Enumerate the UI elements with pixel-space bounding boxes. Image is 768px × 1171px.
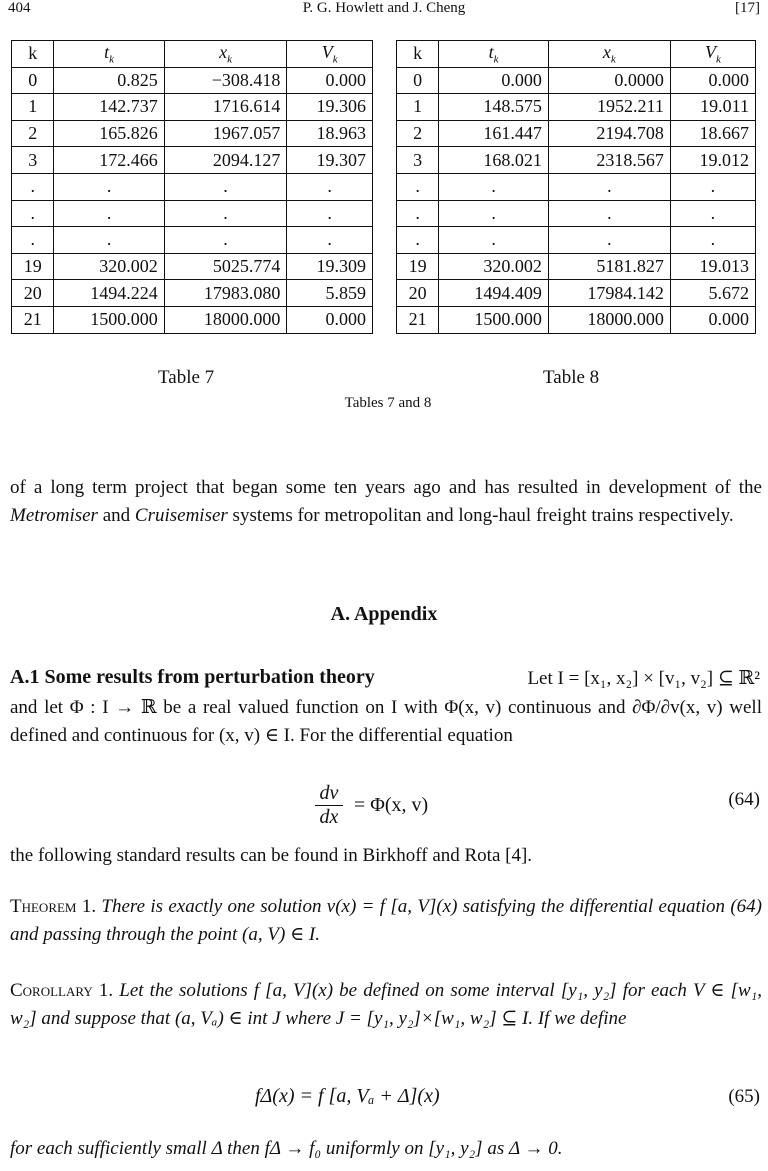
col-v: $V_k$	[670, 41, 755, 68]
section-lead-text: Let I = [x₁, x₂] × [v₁, v₂] ⊆ ℝ²	[527, 668, 760, 689]
table-cell: .	[287, 173, 373, 200]
table-7	[11, 40, 373, 334]
table-cell: .	[287, 227, 373, 254]
eq64-rhs: = Φ(x, v)	[354, 794, 429, 816]
table-cell: 5.859	[287, 280, 373, 307]
intro-text-b: and	[97, 504, 135, 526]
table-cell: 142.737	[54, 94, 164, 121]
running-header	[8, 0, 760, 22]
table-cell: 320.002	[54, 253, 164, 280]
table-cell: .	[439, 200, 549, 227]
table-cell: 17983.080	[164, 280, 287, 307]
intro-text-a: of a long term project that began some ten years ago and has resulted in development of the	[10, 477, 762, 498]
corollary-1-text: Let the solutions f [a, V](x) be defined on some interval [y₁, y₂] for each V ∈ [w₁, w₂] and suppose that (a, Vₐ) ∈ int J where J = [y₁, y₂]×[w₁, w₂] ⊆ I. If we define	[10, 980, 763, 1029]
table-cell: 19.309	[287, 253, 373, 280]
metromiser-term: Metromiser	[10, 504, 98, 526]
table-cell: .	[164, 173, 287, 200]
table-cell: .	[12, 200, 54, 227]
table-row	[397, 120, 756, 147]
table-cell: .	[12, 227, 54, 254]
table-cell: .	[164, 227, 287, 254]
table-cell: 19.011	[670, 94, 755, 121]
table-cell: .	[54, 200, 164, 227]
theorem-1-text: There is exactly one solution v(x) = f [a, V](x) satisfying the differential equation (64) and passing through the point (a, V) ∈ I.	[10, 896, 762, 945]
table-cell: 0.000	[439, 67, 549, 94]
table-cell: .	[164, 200, 287, 227]
table-cell: 168.021	[439, 147, 549, 174]
table-row	[12, 253, 373, 280]
table-cell: .	[397, 200, 439, 227]
table-cell: 1500.000	[439, 306, 549, 333]
table-7-caption: Table 7	[158, 367, 215, 388]
table-cell: 19.013	[670, 253, 755, 280]
table-cell: .	[54, 227, 164, 254]
table-cell: 19.307	[287, 147, 373, 174]
table-cell: 1967.057	[164, 120, 287, 147]
table-row	[397, 67, 756, 94]
col-k: k	[397, 41, 439, 68]
section-heading: A.1 Some results from perturbation theory	[10, 666, 375, 688]
table-cell: .	[12, 173, 54, 200]
table-cell: 2318.567	[548, 147, 670, 174]
table-row	[12, 173, 373, 200]
col-k: k	[12, 41, 54, 68]
table-cell: .	[670, 200, 755, 227]
table-cell: 148.575	[439, 94, 549, 121]
table-row	[12, 200, 373, 227]
eq64-numerator: dv	[319, 782, 339, 804]
table-cell: 19.306	[287, 94, 373, 121]
table-cell: 0.000	[287, 67, 373, 94]
corollary-1	[10, 977, 762, 1032]
table-cell: 1	[397, 94, 439, 121]
eq65-number: (65)	[728, 1086, 760, 1107]
table-cell: .	[439, 173, 549, 200]
table-cell: 18.667	[670, 120, 755, 147]
table-cell: 1716.614	[164, 94, 287, 121]
intro-paragraph	[10, 474, 762, 529]
table-cell: 3	[397, 147, 439, 174]
table-row	[12, 306, 373, 333]
table-cell: 0.825	[54, 67, 164, 94]
table-cell: 1494.224	[54, 280, 164, 307]
table-cell: .	[439, 227, 549, 254]
col-x: $x_k$	[548, 41, 670, 68]
table-cell: 0	[12, 67, 54, 94]
table-cell: 161.447	[439, 120, 549, 147]
table-cell: 3	[12, 147, 54, 174]
table-cell: 0.0000	[548, 67, 670, 94]
table-cell: 5025.774	[164, 253, 287, 280]
table-7-body	[12, 67, 373, 333]
section-body: and let Φ : I → ℝ be a real valued function on I with Φ(x, v) continuous and ∂Φ/∂v(x, v) well defined and continuous for (x, v) ∈ I. For the differential equation	[10, 697, 762, 746]
theorem-1-label: Theorem 1.	[10, 896, 97, 917]
table-cell: 18000.000	[548, 306, 670, 333]
table-cell: 1	[12, 94, 54, 121]
table-cell: 19.012	[670, 147, 755, 174]
table-cell: 21	[12, 306, 54, 333]
page-number: 404	[8, 0, 31, 16]
table-cell: 21	[397, 306, 439, 333]
table-cell: 18.963	[287, 120, 373, 147]
table-cell: 17984.142	[548, 280, 670, 307]
table-cell: 2	[12, 120, 54, 147]
intro-text-c: systems for metropolitan and long-haul freight trains respectively.	[227, 504, 734, 526]
table-cell: .	[670, 227, 755, 254]
col-t: $t_k$	[439, 41, 549, 68]
table-row	[12, 227, 373, 254]
table-cell: 1500.000	[54, 306, 164, 333]
table-8-body	[397, 67, 756, 333]
table-row	[12, 67, 373, 94]
after-eq64-text: the following standard results can be found in Birkhoff and Rota [4].	[10, 845, 533, 866]
table-row	[397, 173, 756, 200]
table-row	[397, 227, 756, 254]
table-cell: .	[54, 173, 164, 200]
equation-64	[315, 782, 428, 829]
col-v: $V_k$	[287, 41, 373, 68]
eq64-number: (64)	[728, 789, 760, 810]
table-row	[397, 200, 756, 227]
table-cell: 1952.211	[548, 94, 670, 121]
table-cell: 20	[397, 280, 439, 307]
table-cell: 20	[12, 280, 54, 307]
table-cell: 0	[397, 67, 439, 94]
corollary-1-label: Corollary 1.	[10, 980, 114, 1001]
table-row	[397, 306, 756, 333]
table-row	[397, 147, 756, 174]
table-cell: 0.000	[670, 67, 755, 94]
table-header-row	[12, 41, 373, 68]
table-cell: 0.000	[670, 306, 755, 333]
table-8-caption: Table 8	[543, 367, 600, 388]
theorem-1	[10, 893, 762, 948]
table-cell: .	[548, 200, 670, 227]
cruisemiser-term: Cruisemiser	[134, 504, 228, 526]
table-cell: 5181.827	[548, 253, 670, 280]
table-row	[12, 120, 373, 147]
table-cell: 2094.127	[164, 147, 287, 174]
table-cell: −308.418	[164, 67, 287, 94]
table-cell: 2	[397, 120, 439, 147]
table-cell: .	[670, 173, 755, 200]
table-row	[12, 94, 373, 121]
col-t: $t_k$	[54, 41, 164, 68]
table-cell: 320.002	[439, 253, 549, 280]
table-row	[397, 280, 756, 307]
figure-caption: Tables 7 and 8	[344, 395, 432, 411]
col-x: $x_k$	[164, 41, 287, 68]
table-cell: 5.672	[670, 280, 755, 307]
table-row	[397, 253, 756, 280]
table-cell: 19	[397, 253, 439, 280]
table-8	[396, 40, 756, 334]
table-cell: 19	[12, 253, 54, 280]
eq64-denominator: dx	[319, 806, 339, 828]
table-cell: 1494.409	[439, 280, 549, 307]
table-row	[12, 280, 373, 307]
table-cell: .	[548, 173, 670, 200]
table-cell: 18000.000	[164, 306, 287, 333]
issue-number: [17]	[735, 0, 760, 16]
table-cell: .	[397, 227, 439, 254]
after-eq65-text: for each sufficiently small Δ then fΔ → f₀ uniformly on [y₁, y₂] as Δ → 0.	[10, 1138, 563, 1159]
table-header-row	[397, 41, 756, 68]
table-cell: .	[548, 227, 670, 254]
table-cell: .	[397, 173, 439, 200]
table-cell: 0.000	[287, 306, 373, 333]
table-row	[397, 94, 756, 121]
equation-65: fΔ(x) = f [a, Vₐ + Δ](x)	[255, 1085, 440, 1107]
appendix-title: A. Appendix	[330, 603, 438, 625]
table-cell: 2194.708	[548, 120, 670, 147]
table-cell: .	[287, 200, 373, 227]
table-cell: 172.466	[54, 147, 164, 174]
table-cell: 165.826	[54, 120, 164, 147]
running-title: P. G. Howlett and J. Cheng	[302, 0, 466, 16]
table-row	[12, 147, 373, 174]
